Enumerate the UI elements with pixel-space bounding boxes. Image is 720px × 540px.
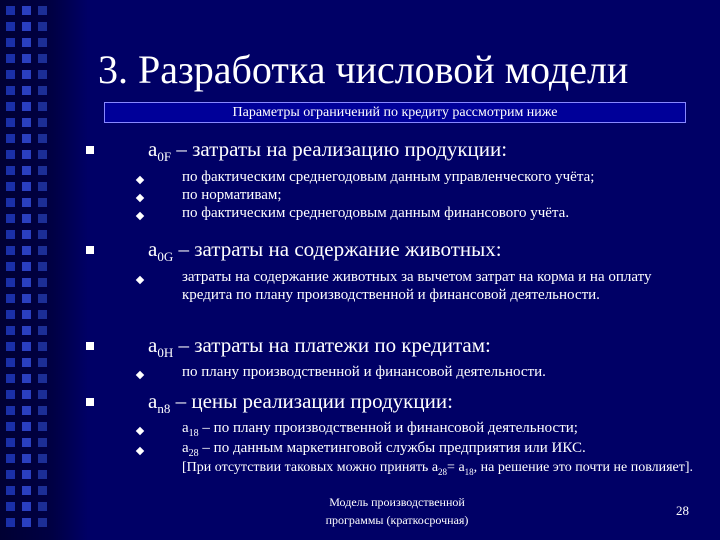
decorative-square: [22, 198, 31, 207]
decorative-square: [6, 54, 15, 63]
decorative-square: [38, 310, 47, 319]
square-bullet-icon: [86, 342, 94, 350]
decorative-square: [38, 502, 47, 511]
decorative-squares-column: [22, 6, 31, 534]
decorative-square: [38, 6, 47, 15]
decorative-square: [6, 230, 15, 239]
decorative-square: [6, 454, 15, 463]
decorative-square: [22, 182, 31, 191]
decorative-square: [22, 214, 31, 223]
decorative-square: [6, 118, 15, 127]
decorative-square: [6, 6, 15, 15]
decorative-square: [22, 102, 31, 111]
decorative-square: [22, 22, 31, 31]
decorative-square: [6, 166, 15, 175]
decorative-square: [6, 246, 15, 255]
square-bullet-icon: [86, 246, 94, 254]
list-item: $a_{18}$ – по плану производственной и финансовой деятельности;: [182, 420, 578, 439]
decorative-square: [22, 38, 31, 47]
square-bullet-icon: [86, 146, 94, 154]
decorative-square: [38, 230, 47, 239]
decorative-square: [38, 118, 47, 127]
section-heading-a0g: $a_{0G}$ – затраты на содержание животных:: [148, 237, 502, 265]
diamond-bullet-icon: [136, 371, 144, 379]
note-text: [При отсутствии таковых можно принять $a_{28}= a_{18}$, на решение это почти не повлияет].: [182, 460, 694, 477]
decorative-square: [6, 358, 15, 367]
decorative-square: [38, 422, 47, 431]
decorative-square: [22, 294, 31, 303]
diamond-bullet-icon: [136, 194, 144, 202]
decorative-square: [6, 198, 15, 207]
decorative-square: [6, 38, 15, 47]
decorative-square: [6, 518, 15, 527]
decorative-square: [22, 454, 31, 463]
diamond-bullet-icon: [136, 176, 144, 184]
decorative-square: [6, 262, 15, 271]
decorative-square: [38, 358, 47, 367]
decorative-square: [22, 118, 31, 127]
diamond-bullet-icon: [136, 276, 144, 284]
list-item: затраты на содержание животных за вычетом затрат на корма и на оплату кредита по плану производственной и финансовой деятельности.: [182, 269, 652, 303]
decorative-square: [6, 502, 15, 511]
decorative-square: [22, 230, 31, 239]
section-heading-a0h: $a_{0H}$ – затраты на платежи по кредитам:: [148, 333, 491, 361]
decorative-square: [6, 342, 15, 351]
left-decorative-band: [0, 0, 88, 540]
decorative-square: [38, 406, 47, 415]
decorative-square: [38, 150, 47, 159]
diamond-bullet-icon: [136, 447, 144, 455]
list-item: по фактическим среднегодовым данным управленческого учёта;: [182, 169, 595, 185]
decorative-square: [6, 182, 15, 191]
subtitle-bar: Параметры ограничений по кредиту рассмотрим ниже: [104, 102, 686, 123]
decorative-square: [22, 358, 31, 367]
decorative-square: [38, 86, 47, 95]
decorative-square: [38, 246, 47, 255]
decorative-square: [6, 214, 15, 223]
decorative-square: [22, 310, 31, 319]
decorative-square: [38, 262, 47, 271]
list-item: по нормативам;: [182, 187, 282, 203]
decorative-square: [38, 166, 47, 175]
decorative-square: [22, 486, 31, 495]
decorative-square: [22, 422, 31, 431]
slide-title: 3. Разработка числовой модели: [98, 47, 629, 92]
decorative-square: [6, 86, 15, 95]
decorative-squares-column: [6, 6, 15, 534]
decorative-square: [6, 150, 15, 159]
decorative-square: [6, 102, 15, 111]
list-item: по фактическим среднегодовым данным финансового учёта.: [182, 205, 570, 221]
decorative-square: [38, 54, 47, 63]
page-number: 28: [676, 503, 689, 518]
decorative-square: [38, 22, 47, 31]
decorative-square: [6, 486, 15, 495]
decorative-square: [22, 246, 31, 255]
square-bullet-icon: [86, 398, 94, 406]
decorative-square: [38, 214, 47, 223]
decorative-square: [6, 310, 15, 319]
decorative-square: [38, 198, 47, 207]
decorative-square: [6, 438, 15, 447]
diamond-bullet-icon: [136, 427, 144, 435]
diamond-bullet-icon: [136, 212, 144, 220]
decorative-square: [6, 422, 15, 431]
decorative-square: [22, 262, 31, 271]
decorative-square: [22, 166, 31, 175]
decorative-square: [38, 326, 47, 335]
decorative-square: [6, 70, 15, 79]
decorative-square: [38, 518, 47, 527]
decorative-square: [38, 486, 47, 495]
decorative-square: [6, 22, 15, 31]
decorative-square: [38, 438, 47, 447]
decorative-square: [22, 390, 31, 399]
decorative-square: [22, 70, 31, 79]
list-item: по плану производственной и финансовой деятельности.: [182, 364, 546, 380]
decorative-squares-column: [38, 6, 47, 534]
decorative-square: [38, 374, 47, 383]
decorative-square: [38, 38, 47, 47]
list-item: $a_{28}$ – по данным маркетинговой службы предприятия или ИКС.: [182, 440, 586, 459]
decorative-square: [22, 6, 31, 15]
decorative-square: [6, 326, 15, 335]
decorative-square: [22, 470, 31, 479]
decorative-square: [22, 342, 31, 351]
decorative-square: [22, 86, 31, 95]
decorative-square: [38, 182, 47, 191]
section-heading-a0f: $a_{0F}$ – затраты на реализацию продукции:: [148, 137, 508, 165]
decorative-square: [38, 342, 47, 351]
decorative-square: [22, 518, 31, 527]
decorative-square: [38, 70, 47, 79]
decorative-square: [22, 134, 31, 143]
decorative-square: [6, 374, 15, 383]
decorative-square: [38, 102, 47, 111]
decorative-square: [22, 150, 31, 159]
decorative-square: [38, 454, 47, 463]
decorative-square: [38, 278, 47, 287]
decorative-square: [6, 134, 15, 143]
decorative-square: [22, 54, 31, 63]
decorative-square: [22, 326, 31, 335]
decorative-square: [6, 406, 15, 415]
decorative-square: [22, 502, 31, 511]
decorative-square: [22, 278, 31, 287]
decorative-square: [38, 294, 47, 303]
decorative-square: [6, 294, 15, 303]
decorative-square: [22, 374, 31, 383]
decorative-square: [38, 470, 47, 479]
decorative-square: [6, 278, 15, 287]
section-heading-an8: $a_{n8}$ – цены реализации продукции:: [148, 389, 453, 417]
decorative-square: [6, 470, 15, 479]
decorative-square: [38, 134, 47, 143]
decorative-square: [6, 390, 15, 399]
footer-caption: Модель производственной программы (краткосрочная): [325, 495, 469, 527]
decorative-square: [22, 406, 31, 415]
decorative-square: [38, 390, 47, 399]
decorative-square: [22, 438, 31, 447]
